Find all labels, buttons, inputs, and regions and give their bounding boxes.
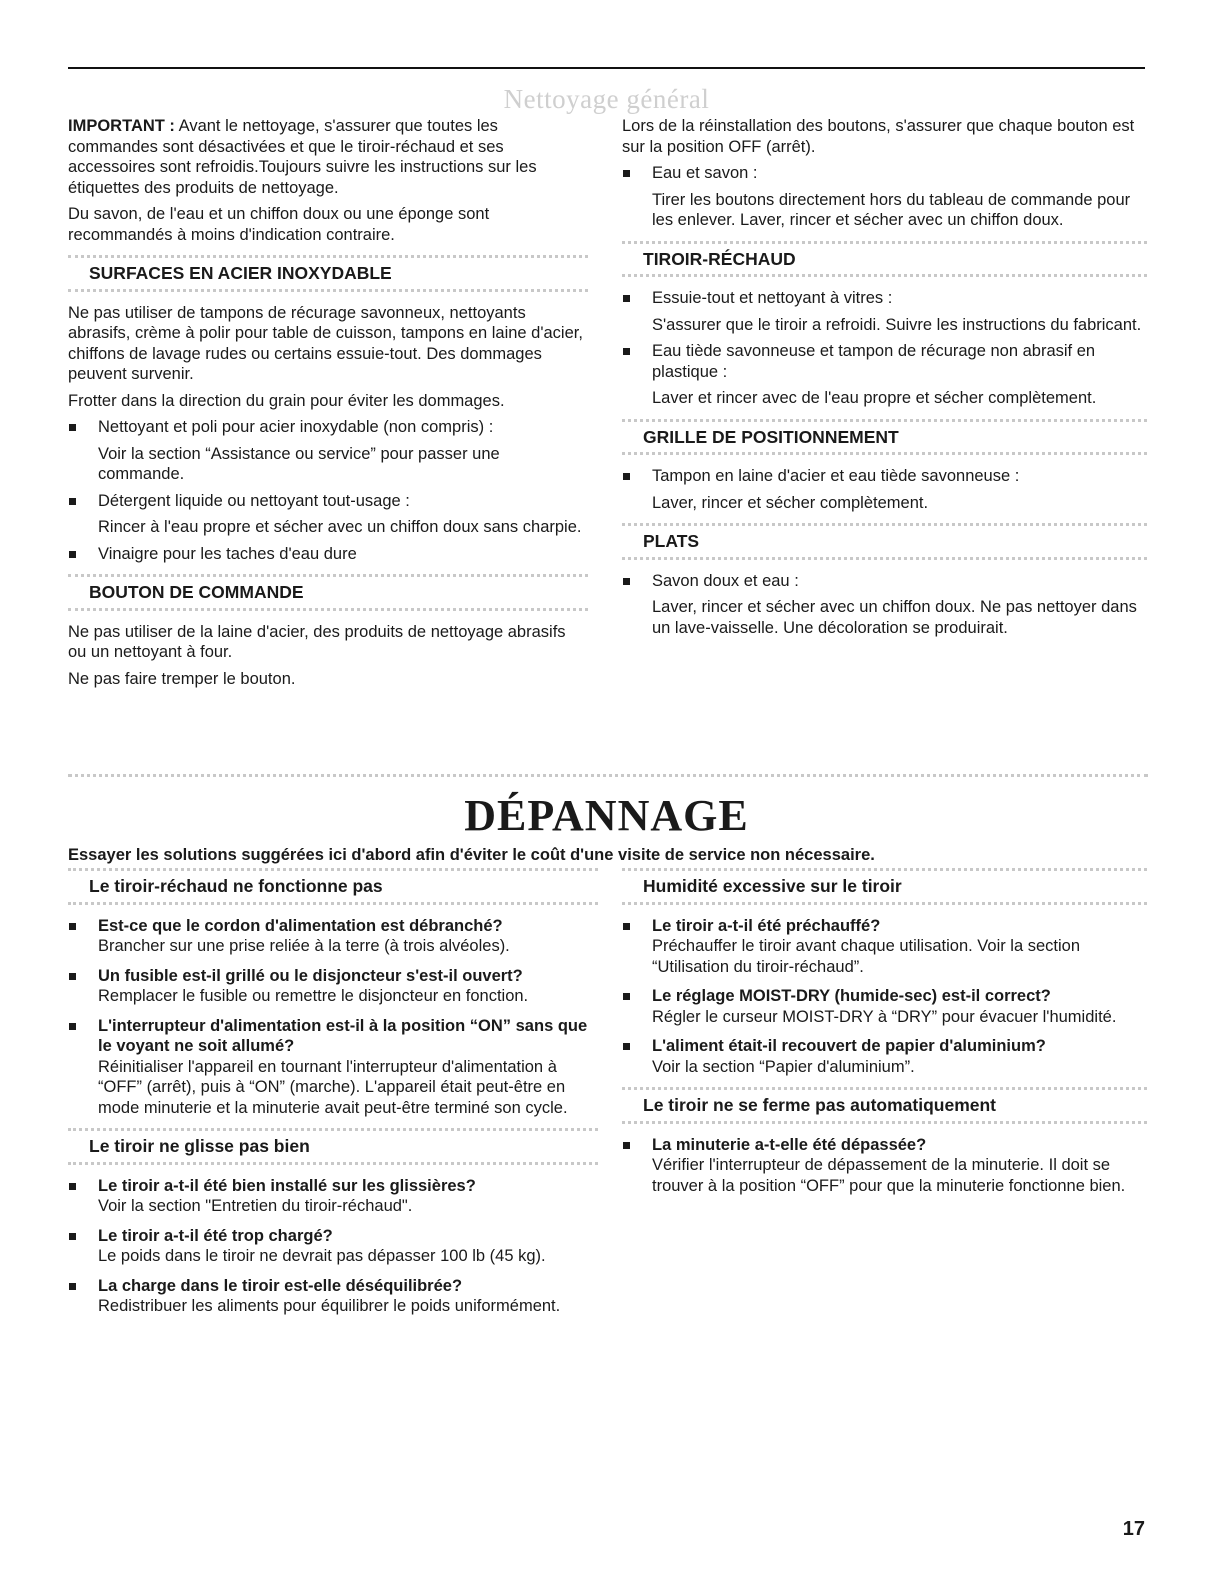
list-item: Savon doux et eau :	[622, 571, 1147, 592]
dishes-heading-block	[622, 523, 1147, 560]
rack-heading: GRILLE DE POSITIONNEMENT	[643, 426, 899, 447]
troubleshooting-title: DÉPANNAGE	[464, 791, 749, 840]
stainless-warning: Ne pas utiliser de tampons de récurage savonneux, nettoyants abrasifs, crème à polir pour table de cuisson, tampons en laine d'acier, chiffons de lavage rudes ou certains essuie-tout. Des dommages peuvent survenir.	[68, 303, 583, 383]
question: Le tiroir a-t-il été préchauffé?	[652, 916, 881, 935]
troubleshooting-intro: Essayer les solutions suggérées ici d'abord afin d'éviter le coût d'une visite de service non nécessaire.	[68, 846, 875, 864]
stainless-grain-tip: Frotter dans la direction du grain pour éviter les dommages.	[68, 391, 505, 410]
list-item: Détergent liquide ou nettoyant tout-usage :	[68, 491, 588, 512]
list-item-desc: Tirer les boutons directement hors du tableau de commande pour les enlever. Laver, rincer et sécher avec un chiffon doux.	[652, 190, 1131, 229]
not-sliding-heading: Le tiroir ne glisse pas bien	[89, 1136, 310, 1156]
list-item-desc: Rincer à l'eau propre et sécher avec un chiffon doux sans charpie.	[98, 518, 582, 536]
divider	[622, 452, 1147, 455]
knob-heading-block	[68, 574, 588, 611]
list-item-desc: Laver, rincer et sécher avec un chiffon doux. Ne pas nettoyer dans un lave-vaisselle. Une décoloration se produirait.	[652, 598, 1137, 637]
divider	[68, 289, 588, 292]
list-item: Vinaigre pour les taches d'eau dure	[68, 544, 588, 565]
list-item-desc: Laver, rincer et sécher complètement.	[652, 493, 929, 512]
answer: Remplacer le fusible ou remettre le disjoncteur en fonction.	[98, 987, 529, 1005]
divider	[68, 1162, 598, 1165]
question: Est-ce que le cordon d'alimentation est débranché?	[98, 916, 503, 935]
list-item	[622, 1135, 1147, 1197]
divider	[68, 902, 598, 905]
cleaning-title: Nettoyage général	[503, 84, 710, 114]
list-item: Eau et savon :	[622, 163, 1147, 184]
list-item: Eau tiède savonneuse et tampon de récurage non abrasif en plastique :	[622, 341, 1147, 382]
troubleshooting-right-column	[622, 868, 1147, 1205]
knob-heading: BOUTON DE COMMANDE	[89, 582, 304, 602]
divider	[68, 608, 588, 611]
not-sliding-heading-block	[68, 1128, 598, 1165]
question: La minuterie a-t-elle été dépassée?	[652, 1135, 927, 1154]
divider	[622, 1121, 1147, 1124]
question: Le tiroir a-t-il été trop chargé?	[98, 1226, 333, 1245]
important-label: IMPORTANT :	[68, 117, 175, 135]
list-item-desc: Voir la section “Assistance ou service” pour passer une commande.	[98, 444, 500, 483]
cleaning-left-column	[68, 116, 588, 695]
question: Le tiroir a-t-il été bien installé sur les glissières?	[98, 1176, 476, 1195]
list-item	[68, 1016, 598, 1119]
answer: Redistribuer les aliments pour équilibrer le poids uniformément.	[98, 1297, 561, 1315]
question: L'interrupteur d'alimentation est-il à la position “ON” sans que le voyant ne soit allumé?	[98, 1016, 588, 1055]
list-item	[68, 1276, 598, 1317]
humidity-heading: Humidité excessive sur le tiroir	[643, 876, 902, 896]
cleaning-right-column	[622, 116, 1147, 644]
list-item	[622, 1036, 1147, 1077]
list-item-desc: S'assurer que le tiroir a refroidi. Suivre les instructions du fabricant.	[652, 315, 1142, 334]
list-item	[68, 1176, 598, 1217]
soap-paragraph: Du savon, de l'eau et un chiffon doux ou une éponge sont recommandés à moins d'indication contraire.	[68, 205, 490, 244]
list-item: Tampon en laine d'acier et eau tiède savonneuse :	[622, 466, 1147, 487]
drawer-heading: TIROIR-RÉCHAUD	[643, 248, 796, 269]
question: L'aliment était-il recouvert de papier d'aluminium?	[652, 1037, 1046, 1055]
answer: Régler le curseur MOIST-DRY à “DRY” pour évacuer l'humidité.	[652, 1007, 1117, 1026]
divider	[622, 557, 1147, 560]
list-item: Nettoyant et poli pour acier inoxydable (non compris) :	[68, 417, 588, 438]
drawer-heading-block	[622, 241, 1147, 278]
list-item: Essuie-tout et nettoyant à vitres :	[622, 288, 1147, 309]
not-working-heading: Le tiroir-réchaud ne fonctionne pas	[89, 876, 383, 896]
top-rule	[68, 67, 1145, 69]
important-text: Avant le nettoyage, s'assurer que toutes les commandes sont désactivées et que le tiroir-réchaud et ses accessoires sont refroidis.Toujours suivre les instructions sur les étiquettes des produits de nettoyage.	[68, 117, 537, 197]
divider	[622, 902, 1147, 905]
list-item	[68, 1226, 598, 1267]
question: Un fusible est-il grillé ou le disjoncteur s'est-il ouvert?	[98, 966, 523, 985]
reinstall-paragraph: Lors de la réinstallation des boutons, s'assurer que chaque bouton est sur la position OFF (arrêt).	[622, 117, 1135, 156]
important-paragraph	[68, 116, 588, 198]
knob-warning: Ne pas utiliser de la laine d'acier, des produits de nettoyage abrasifs ou un nettoyant à four.	[68, 622, 566, 661]
knob-soak-note: Ne pas faire tremper le bouton.	[68, 669, 296, 688]
list-item	[68, 916, 598, 957]
answer: Voir la section “Papier d'aluminium”.	[652, 1057, 915, 1076]
page-number: 17	[1122, 1518, 1145, 1540]
stainless-heading: SURFACES EN ACIER INOXYDABLE	[89, 263, 392, 283]
answer: Brancher sur une prise reliée à la terre (à trois alvéoles).	[98, 937, 510, 955]
answer: Vérifier l'interrupteur de dépassement de la minuterie. Il doit se trouver à la position “OFF” pour que la minuterie fonctionne bien.	[652, 1156, 1126, 1195]
answer: Réinitialiser l'appareil en tournant l'interrupteur d'alimentation à “OFF” (arrêt), puis à “ON” (marche). L'appareil était peut-être en mode minuterie et la minuterie avait peut-être terminé son cycle.	[98, 1057, 568, 1117]
list-item-desc: Laver et rincer avec de l'eau propre et sécher complètement.	[652, 389, 1097, 407]
question: La charge dans le tiroir est-elle déséquilibrée?	[98, 1276, 463, 1295]
dishes-heading: PLATS	[643, 531, 700, 551]
list-item	[68, 966, 598, 1007]
list-item	[622, 986, 1147, 1027]
not-closing-heading: Le tiroir ne se ferme pas automatiquement	[643, 1095, 997, 1115]
question: Le réglage MOIST-DRY (humide-sec) est-il correct?	[652, 987, 1051, 1005]
divider	[622, 274, 1147, 277]
not-closing-heading-block	[622, 1087, 1147, 1124]
humidity-heading-block	[622, 868, 1147, 905]
stainless-heading-block	[68, 255, 588, 292]
not-working-heading-block	[68, 868, 598, 905]
answer: Voir la section "Entretien du tiroir-réchaud".	[98, 1197, 413, 1215]
answer: Le poids dans le tiroir ne devrait pas dépasser 100 lb (45 kg).	[98, 1247, 546, 1265]
rack-heading-block	[622, 419, 1147, 456]
list-item	[622, 916, 1147, 978]
section-divider	[68, 774, 1148, 777]
troubleshooting-left-column	[68, 868, 598, 1326]
answer: Préchauffer le tiroir avant chaque utilisation. Voir la section “Utilisation du tiroir-réchaud”.	[652, 937, 1081, 976]
